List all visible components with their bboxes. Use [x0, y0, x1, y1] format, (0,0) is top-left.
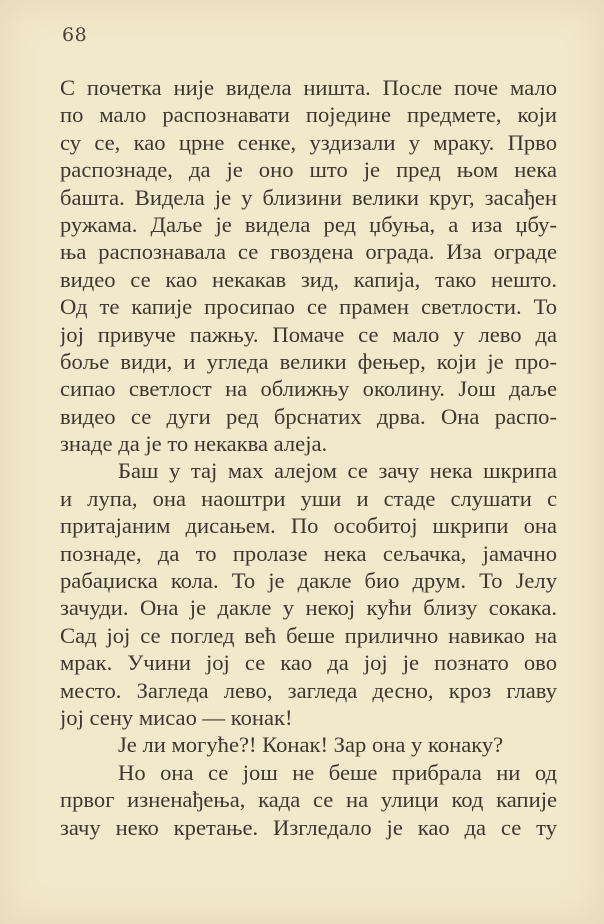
- text-line: сипао светлост на оближњу околину. Још даље: [60, 376, 557, 402]
- page-number: 68: [62, 24, 88, 46]
- text-line: зачу неко кретање. Изгледало је као да се ту: [60, 814, 557, 840]
- text-line: ружама. Даље је видела ред џбуња, а иза џбу-: [60, 211, 557, 237]
- text-line: С почетка није видела ништа. После поче мало: [60, 75, 557, 100]
- text-line: зачуди. Она је дакле у некој кући близу сокака.: [60, 595, 557, 621]
- text-line: првог изненађења, када се на улици код капије: [60, 787, 557, 813]
- text-line: ња распознавала се гвоздена ограда. Иза ограде: [60, 239, 557, 265]
- paragraph: [60, 457, 557, 731]
- text-line: су се, као црне сенке, уздизали у мраку. Прво: [60, 129, 557, 155]
- text-line: боље види, и угледа велики фењер, који је про-: [60, 348, 557, 374]
- text-line: јој привуче пажњу. Помаче се мало у лево да: [60, 321, 557, 347]
- text-line: познаде, да то пролазе нека сељачка, јамачно: [60, 540, 557, 566]
- paragraph: [60, 731, 557, 758]
- text-line: и лупа, она наоштри уши и стаде слушати с: [60, 485, 557, 511]
- text-line: Је ли могуће?! Конак! Зар она у конаку?: [118, 732, 504, 758]
- text-line: знаде да је то некаква алеја.: [60, 431, 328, 457]
- body-text: [60, 74, 557, 841]
- text-line: Од те капије просипао се прамен светлости. То: [60, 294, 557, 320]
- paragraph: [60, 759, 557, 841]
- text-line: место. Загледа лево, загледа десно, кроз главу: [60, 677, 557, 703]
- text-line: по мало распознавати поједине предмете, који: [60, 102, 557, 128]
- paragraph: [60, 74, 557, 457]
- text-line: видео се као некакав зид, капија, тако нешто.: [60, 266, 557, 292]
- text-line: мрак. Учини јој се као да јој је познато ово: [60, 650, 557, 676]
- text-line: башта. Видела је у близини велики круг, засађен: [60, 184, 557, 210]
- text-line: Баш у тај мах алејом се зачу нека шкрипа: [118, 458, 557, 484]
- text-line: јој сену мисао — конак!: [60, 704, 293, 730]
- text-line: распознаде, да је оно што је пред њом нека: [60, 157, 557, 183]
- text-line: Сад јој се поглед већ беше прилично навикао на: [60, 622, 557, 648]
- text-line: притајаним дисањем. По особитој шкрипи она: [60, 513, 557, 539]
- text-line: Но она се још не беше прибрала ни од: [118, 759, 557, 785]
- text-line: рабаџиска кола. То је дакле био друм. То Јелу: [60, 568, 557, 594]
- text-line: видео се дуги ред брснатих дрва. Она распо-: [60, 403, 557, 429]
